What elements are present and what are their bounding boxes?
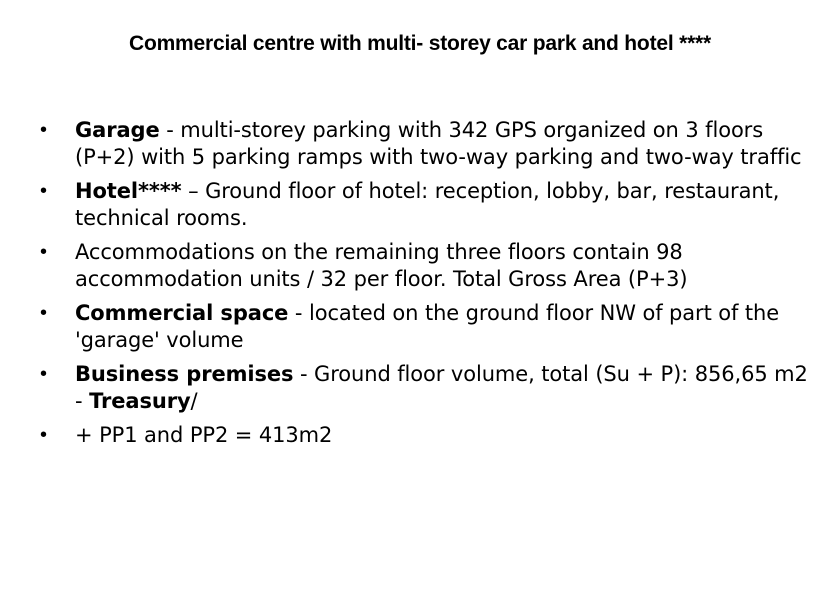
bullet-item-pp	[40, 422, 820, 449]
bullet-item-hotel	[40, 178, 820, 232]
bullet-marker: •	[40, 363, 47, 385]
bullet-bold-text: Commercial space	[75, 301, 289, 325]
bullet-marker: •	[40, 119, 47, 141]
bullet-bold-text: Garage	[75, 118, 160, 142]
bullet-item-accommodations	[40, 239, 820, 293]
bullet-item-garage	[40, 117, 820, 171]
bullet-bold-text: Hotel****	[75, 179, 182, 203]
bullet-text: - located on the ground floor NW of part of the 'garage' volume	[75, 301, 780, 352]
bullet-bold-text: Business premises	[75, 362, 294, 386]
slide-title: Commercial centre with multi- storey car park and hotel ****	[128, 32, 711, 55]
bullet-marker: •	[40, 241, 47, 263]
bullet-bold-text-2: Treasury	[89, 389, 191, 413]
bullet-list	[40, 117, 820, 456]
bullet-text: – Ground floor of hotel: reception, lobby, bar, restaurant, technical rooms.	[75, 179, 780, 230]
bullet-text: - multi-storey parking with 342 GPS organized on 3 floors (P+2) with 5 parking ramps with two-way parking and two-way traffic	[75, 118, 802, 169]
bullet-marker: •	[40, 180, 47, 202]
bullet-marker: •	[40, 302, 47, 324]
bullet-item-commercial-space	[40, 300, 820, 354]
bullet-marker: •	[40, 424, 47, 446]
bullet-text: + PP1 and PP2 = 413m2	[75, 423, 333, 447]
bullet-text: Accommodations on the remaining three floors contain 98 accommodation units / 32 per floor. Total Gross Area (P+3)	[75, 240, 688, 291]
bullet-text-2: /	[190, 389, 198, 413]
bullet-item-business-premises	[40, 361, 820, 415]
bullet-text: - Ground floor volume, total (Su + P): 856,65 m2 -	[75, 362, 808, 413]
